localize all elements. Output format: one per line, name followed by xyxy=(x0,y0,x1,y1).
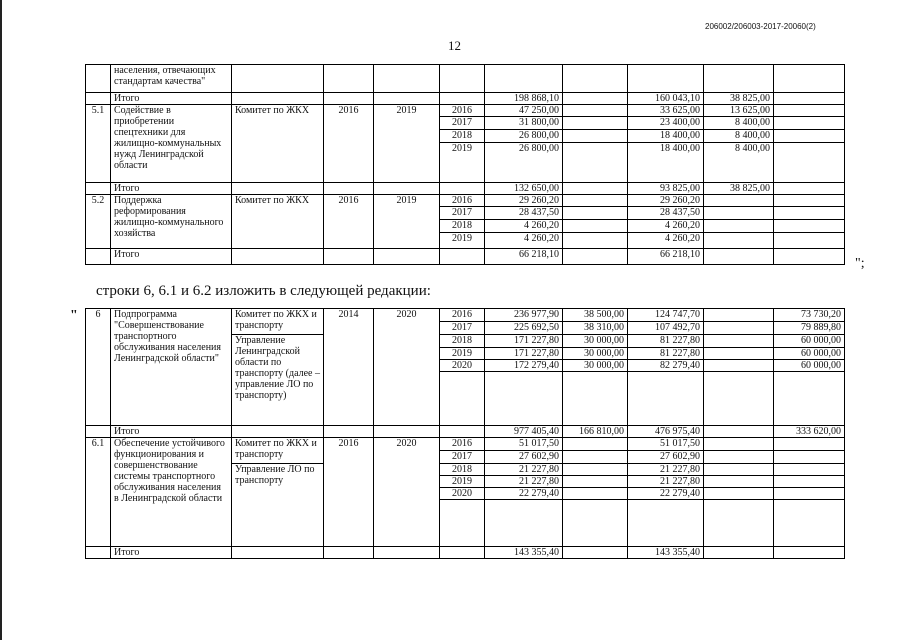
cell-other: 60 000,00 xyxy=(774,335,845,348)
cell-regional: 107 492,70 xyxy=(628,322,704,335)
cell-other: 60 000,00 xyxy=(774,348,845,360)
cell-end-year: 2020 xyxy=(374,438,440,547)
cell-activity-name: Подпрограмма "Совершенствование транспортного обслуживания населения Ленинградской области" xyxy=(111,309,232,426)
cell-row-number: 6.1 xyxy=(86,438,111,547)
cell-activity-name: Поддержка реформирования жилищно-коммунального хозяйства xyxy=(111,195,232,249)
cell-total: 171 227,80 xyxy=(485,348,563,360)
cell-regional: 18 400,00 xyxy=(628,143,704,183)
table-row xyxy=(86,309,845,322)
cell-total: 132 650,00 xyxy=(485,183,563,195)
cell-total: 51 017,50 xyxy=(485,438,563,451)
cell-end-year: 2019 xyxy=(374,195,440,249)
cell-total: 26 800,00 xyxy=(485,130,563,143)
cell-start-year: 2016 xyxy=(324,438,374,547)
closing-quote: "; xyxy=(855,256,865,271)
cell-regional: 28 437,50 xyxy=(628,207,704,220)
cell-itogo-label: Итого xyxy=(111,183,232,195)
cell-year: 2018 xyxy=(440,130,485,143)
cell-local: 38 825,00 xyxy=(704,93,774,105)
cell-total: 198 868,10 xyxy=(485,93,563,105)
cell-year: 2019 xyxy=(440,233,485,249)
opening-quote: " xyxy=(70,308,78,323)
cell-total: 236 977,90 xyxy=(485,309,563,322)
cell-regional: 27 602,90 xyxy=(628,451,704,464)
cell-regional: 21 227,80 xyxy=(628,476,704,488)
cell-year: 2018 xyxy=(440,464,485,476)
cell-local: 38 825,00 xyxy=(704,183,774,195)
cell-year: 2019 xyxy=(440,348,485,360)
cell-total: 29 260,20 xyxy=(485,195,563,207)
cell-federal: 30 000,00 xyxy=(563,335,628,348)
cell-year: 2019 xyxy=(440,476,485,488)
table-row xyxy=(86,195,845,207)
cell-year: 2017 xyxy=(440,451,485,464)
cell-year: 2016 xyxy=(440,195,485,207)
cell-end-year: 2020 xyxy=(374,309,440,426)
cell-total: 27 602,90 xyxy=(485,451,563,464)
cell-local: 8 400,00 xyxy=(704,130,774,143)
cell-total: 4 260,20 xyxy=(485,220,563,233)
cell-total: 225 692,50 xyxy=(485,322,563,335)
cell-total: 977 405,40 xyxy=(485,426,563,438)
cell-itogo-label: Итого xyxy=(111,547,232,559)
cell-row-number: 5.1 xyxy=(86,105,111,183)
cell-regional: 82 279,40 xyxy=(628,360,704,372)
cell-year: 2018 xyxy=(440,335,485,348)
cell-year: 2017 xyxy=(440,322,485,335)
cell-executor: Управление Ленинградской области по транспорту (далее – управление ЛО по транспорту) xyxy=(232,335,324,426)
cell-year: 2020 xyxy=(440,360,485,372)
cell-total: 22 279,40 xyxy=(485,488,563,500)
table-row xyxy=(86,438,845,451)
program-table-continued xyxy=(85,64,845,265)
cell-executor: Комитет по ЖКХ xyxy=(232,195,324,249)
cell-activity-name: Обеспечение устойчивого функционирования и совершенствование системы транспортного обслуживания населения в Ленинградской области xyxy=(111,438,232,547)
cell-regional: 4 260,20 xyxy=(628,220,704,233)
cell-executor: Управление ЛО по транспорту xyxy=(232,464,324,547)
cell-year: 2018 xyxy=(440,220,485,233)
cell-federal: 30 000,00 xyxy=(563,348,628,360)
cell-end-year: 2019 xyxy=(374,105,440,183)
cell-local: 8 400,00 xyxy=(704,117,774,130)
cell-other: 333 620,00 xyxy=(774,426,845,438)
cell-year: 2019 xyxy=(440,143,485,183)
cell-itogo-label: Итого xyxy=(111,249,232,265)
cell-local: 8 400,00 xyxy=(704,143,774,183)
cell-year: 2016 xyxy=(440,105,485,117)
cell-other: 60 000,00 xyxy=(774,360,845,372)
cell-year: 2016 xyxy=(440,438,485,451)
table-row xyxy=(86,105,845,117)
section-heading: строки 6, 6.1 и 6.2 изложить в следующей редакции: xyxy=(96,283,431,299)
cell-total: 47 250,00 xyxy=(485,105,563,117)
cell-regional: 29 260,20 xyxy=(628,195,704,207)
cell-total: 21 227,80 xyxy=(485,476,563,488)
table-row xyxy=(86,426,845,438)
cell-regional: 93 825,00 xyxy=(628,183,704,195)
cell-regional: 143 355,40 xyxy=(628,547,704,559)
program-table-new-edition xyxy=(85,308,845,559)
cell-total: 171 227,80 xyxy=(485,335,563,348)
cell-regional: 21 227,80 xyxy=(628,464,704,476)
cell-year: 2016 xyxy=(440,309,485,322)
table-row xyxy=(86,65,845,93)
cell-total: 172 279,40 xyxy=(485,360,563,372)
cell-row-number: 6 xyxy=(86,309,111,426)
cell-regional: 18 400,00 xyxy=(628,130,704,143)
cell-total: 143 355,40 xyxy=(485,547,563,559)
cell-total: 31 800,00 xyxy=(485,117,563,130)
cell-other: 73 730,20 xyxy=(774,309,845,322)
cell-regional: 160 043,10 xyxy=(628,93,704,105)
cell-year: 2020 xyxy=(440,488,485,500)
cell-total: 21 227,80 xyxy=(485,464,563,476)
table-row xyxy=(86,249,845,265)
cell-year: 2017 xyxy=(440,117,485,130)
cell-regional: 476 975,40 xyxy=(628,426,704,438)
cell-other: 79 889,80 xyxy=(774,322,845,335)
table-row xyxy=(86,547,845,559)
cell-executor: Комитет по ЖКХ xyxy=(232,105,324,183)
cell-regional: 81 227,80 xyxy=(628,335,704,348)
table-row xyxy=(86,183,845,195)
cell-year: 2017 xyxy=(440,207,485,220)
page-number: 12 xyxy=(448,38,461,53)
cell-total: 28 437,50 xyxy=(485,207,563,220)
cell-activity-name: Содействие в приобретении спецтехники для жилищно-коммунальных нужд Ленинградской области xyxy=(111,105,232,183)
cell-regional: 4 260,20 xyxy=(628,233,704,249)
cell-start-year: 2016 xyxy=(324,195,374,249)
cell-regional: 23 400,00 xyxy=(628,117,704,130)
cell-start-year: 2016 xyxy=(324,105,374,183)
cell-federal: 38 500,00 xyxy=(563,309,628,322)
table-row xyxy=(86,93,845,105)
cell-row-number: 5.2 xyxy=(86,195,111,249)
cell-executor: Комитет по ЖКХ и транспорту xyxy=(232,438,324,464)
cell-regional: 22 279,40 xyxy=(628,488,704,500)
document-id: 206002/206003-2017-20060(2) xyxy=(705,22,816,31)
cell-federal: 30 000,00 xyxy=(563,360,628,372)
cell-itogo-label: Итого xyxy=(111,426,232,438)
cell-name-continuation: населения, отвечающих стандартам качества" xyxy=(111,65,232,93)
cell-local: 13 625,00 xyxy=(704,105,774,117)
cell-total: 26 800,00 xyxy=(485,143,563,183)
cell-regional: 33 625,00 xyxy=(628,105,704,117)
cell-executor: Комитет по ЖКХ и транспорту xyxy=(232,309,324,335)
cell-start-year: 2014 xyxy=(324,309,374,426)
cell-regional: 81 227,80 xyxy=(628,348,704,360)
cell-federal: 166 810,00 xyxy=(563,426,628,438)
cell-federal: 38 310,00 xyxy=(563,322,628,335)
cell-regional: 124 747,70 xyxy=(628,309,704,322)
left-border-line xyxy=(0,0,2,640)
cell-regional: 66 218,10 xyxy=(628,249,704,265)
cell-total: 66 218,10 xyxy=(485,249,563,265)
cell-regional: 51 017,50 xyxy=(628,438,704,451)
cell-itogo-label: Итого xyxy=(111,93,232,105)
cell-total: 4 260,20 xyxy=(485,233,563,249)
